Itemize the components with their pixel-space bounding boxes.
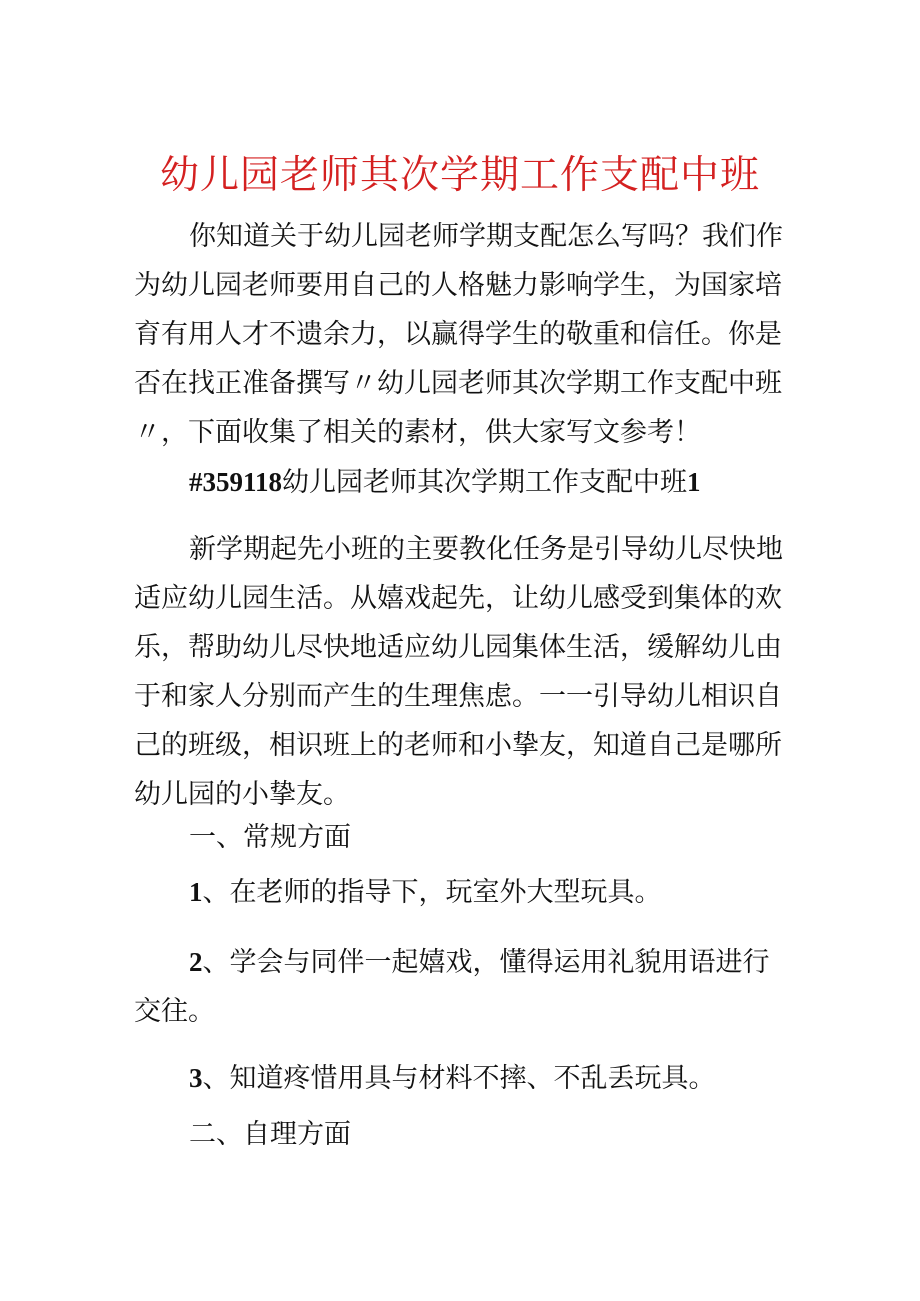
- section-heading-suffix: 1: [687, 467, 701, 497]
- list-item-1-number: 1: [189, 877, 203, 907]
- list-item-3-number: 3: [189, 1063, 203, 1093]
- list-item-1: [134, 868, 794, 917]
- section-heading-number: #359118: [189, 467, 283, 497]
- paragraph-1: 新学期起先小班的主要教化任务是引导幼儿尽快地适应幼儿园生活。从嬉戏起先，让幼儿感受到集体的欢乐，帮助幼儿尽快地适应幼儿园集体生活，缓解幼儿由于和家人分别而产生的生理焦虑。一一引导幼儿相识自己的班级，相识班上的老师和小挚友，知道自己是哪所幼儿园的小挚友。: [134, 534, 783, 810]
- list-item-3-text: 、知道疼惜用具与材料不摔、不乱丢玩具。: [202, 1063, 716, 1094]
- section-heading-text: 幼儿园老师其次学期工作支配中班: [282, 467, 688, 498]
- list-item-1-text: 、在老师的指导下，玩室外大型玩具。: [202, 877, 662, 908]
- section-heading: [134, 458, 794, 507]
- list-item-2: [134, 938, 794, 1036]
- heading-routine: 一、常规方面: [189, 822, 351, 853]
- document-title: 幼儿园老师其次学期工作支配中班: [159, 153, 760, 198]
- intro-paragraph: 你知道关于幼儿园老师学期支配怎么写吗？我们作为幼儿园老师要用自己的人格魅力影响学生，为国家培育有用人才不遗余力，以赢得学生的敬重和信任。你是否在找正准备撰写〃幼儿园老师其次学期工作支配中班〃，下面收集了相关的素材，供大家写文参考！: [134, 221, 783, 448]
- list-item-2-number: 2: [189, 947, 203, 977]
- list-item-3: [134, 1054, 794, 1103]
- list-item-2-text: 、学会与同伴一起嬉戏，懂得运用礼貌用语进行交往。: [134, 947, 770, 1027]
- heading-self-care: 二、自理方面: [189, 1119, 351, 1150]
